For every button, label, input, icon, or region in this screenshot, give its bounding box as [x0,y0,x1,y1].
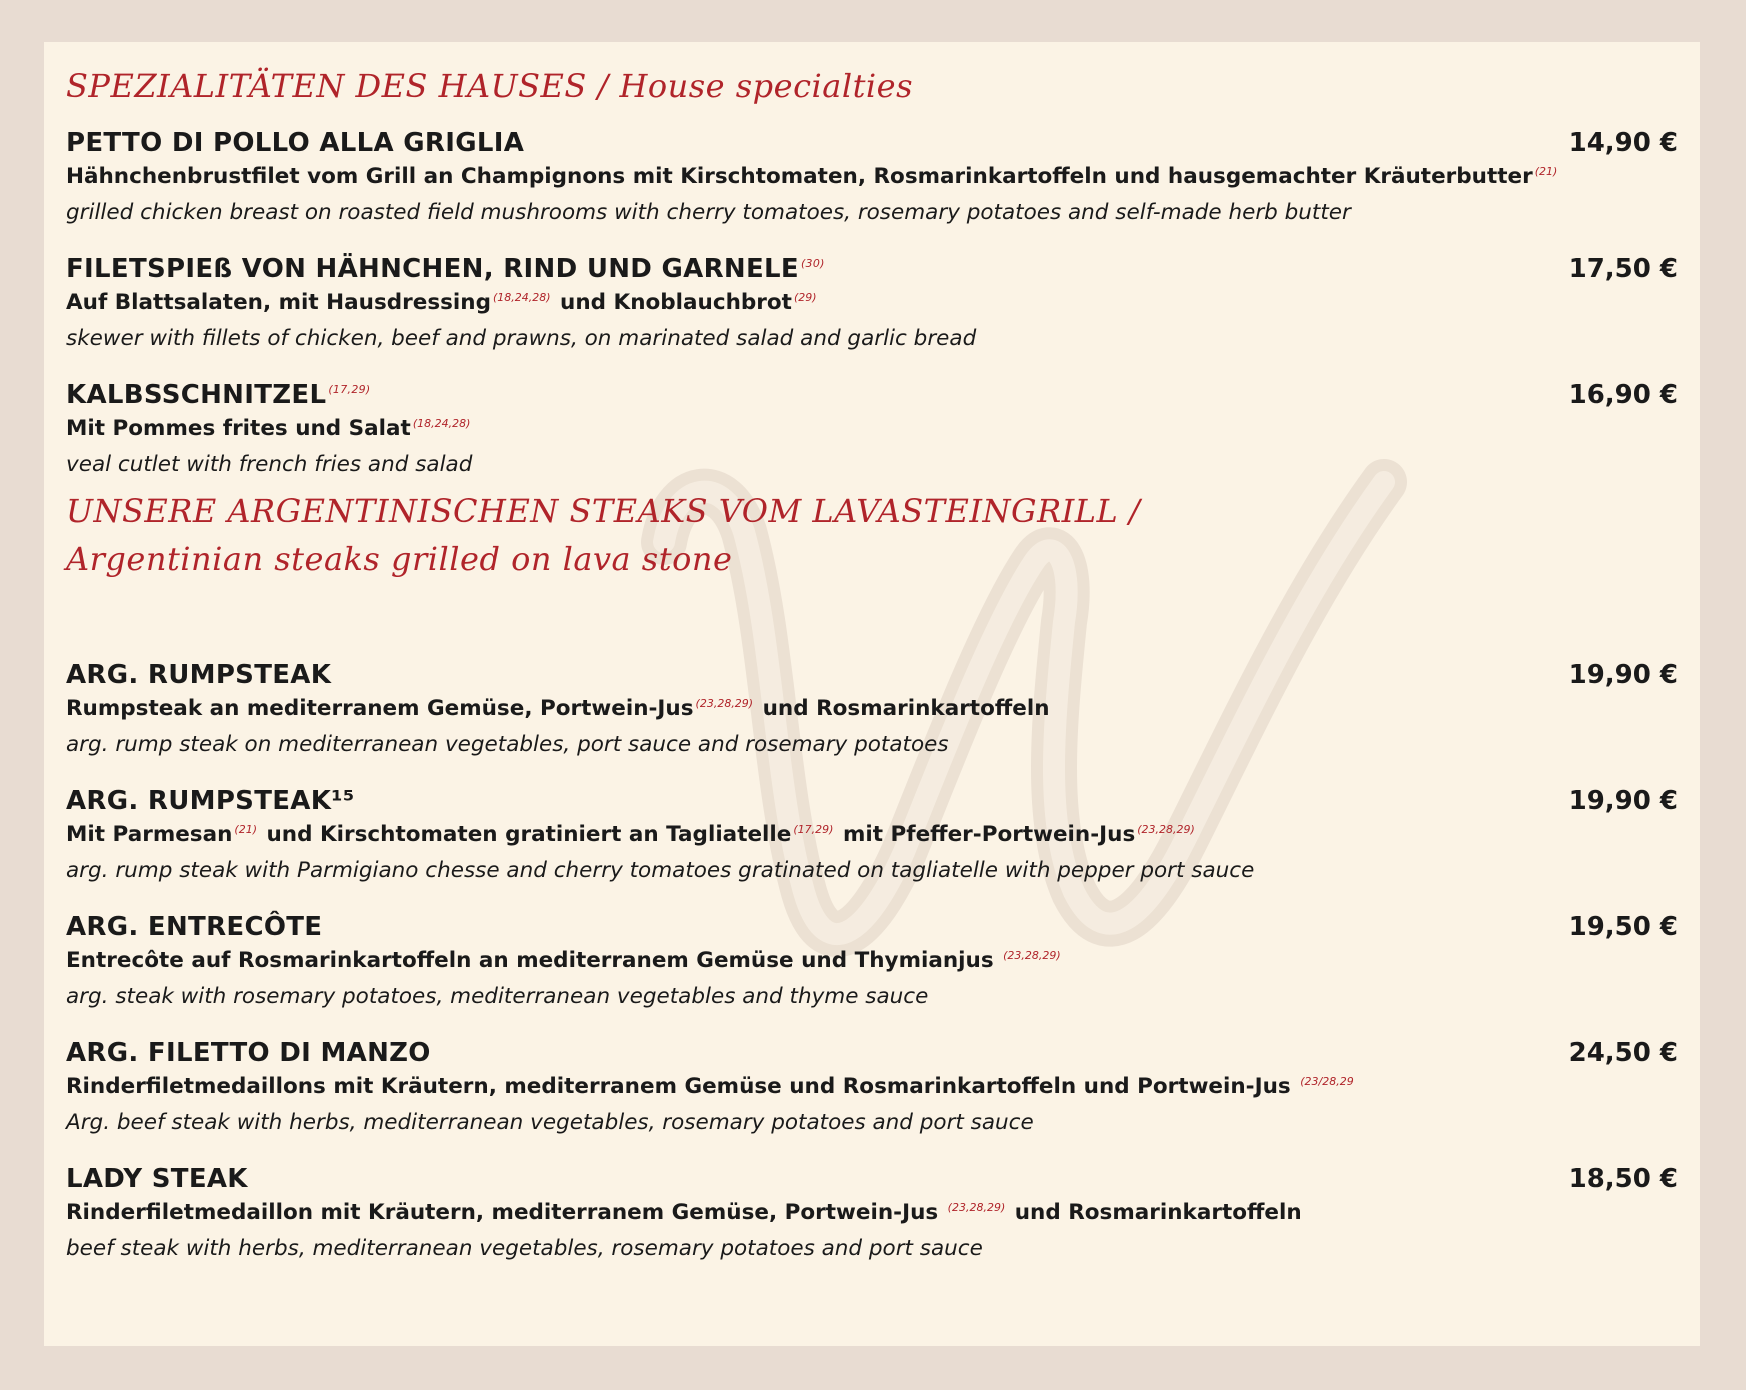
menu-item [66,254,1678,374]
item-description-english: skewer with fillets of chicken, beef and prawns, on marinated salad and garlic bread [66,326,977,351]
allergen-note: (18,24,28) [412,416,471,430]
description-text: Entrecôte auf Rosmarinkartoffeln an mediterranem Gemüse und Thymianjus [66,948,1002,973]
item-name-text: KALBSSCHNITZEL [66,380,327,410]
allergen-note: (23,28,29) [695,696,754,710]
item-name [66,1164,248,1194]
menu-item [66,660,1678,780]
item-name [66,660,331,690]
description-text: Rumpsteak an mediterranem Gemüse, Portwein-Jus [66,696,694,721]
allergen-note: (17,29) [328,383,371,397]
section-title [66,62,913,110]
item-description-german [66,696,1050,721]
item-name-text: ARG. RUMPSTEAK [66,660,332,690]
allergen-note: (30) [800,257,825,271]
item-price: 19,90 € [1568,786,1678,816]
item-price: 19,90 € [1568,660,1678,690]
item-description-english: arg. rump steak on mediterranean vegetables, port sauce and rosemary potatoes [66,732,949,757]
item-name-text: LADY STEAK [66,1164,248,1194]
menu-item [66,380,1678,500]
menu-item [66,1164,1678,1284]
allergen-note: (23/28,29 [1300,1074,1354,1088]
description-text: und Rosmarinkartoffeln [1007,1200,1302,1225]
menu-item [66,1038,1678,1158]
menu-item [66,912,1678,1032]
item-name-text: FILETSPIEß VON HÄHNCHEN, RIND UND GARNELE [66,254,799,284]
item-name-text: ARG. ENTRECÔTE [66,912,323,942]
item-price: 19,50 € [1568,912,1678,942]
item-name [66,912,322,942]
section-title [66,487,1140,583]
item-description-english: veal cutlet with french fries and salad [66,452,473,477]
description-text: Rinderfiletmedaillons mit Kräutern, mediterranem Gemüse und Rosmarinkartoffeln und Portwein-Jus [66,1074,1299,1099]
item-name [66,128,524,158]
item-description-english: arg. rump steak with Parmigiano chesse and cherry tomatoes gratinated on tagliatelle with pepper port sauce [66,858,1255,883]
description-text: Hähnchenbrustfilet vom Grill an Champignons mit Kirschtomaten, Rosmarinkartoffeln und hausgemachter Kräuterbutter [66,164,1533,189]
menu-item [66,128,1678,248]
allergen-note: (21) [234,822,258,836]
item-name-text: ARG. FILETTO DI MANZO [66,1038,431,1068]
item-description-english: grilled chicken breast on roasted field mushrooms with cherry tomatoes, rosemary potatoes and self-made herb butter [66,200,1351,225]
allergen-note: (21) [1534,164,1558,178]
item-description-german [66,290,819,315]
description-text: und Kirschtomaten gratiniert an Tagliatelle [259,822,792,847]
item-description-german [66,1074,1356,1099]
section-title-line: Argentinian steaks grilled on lava stone [66,540,733,578]
item-price: 17,50 € [1568,254,1678,284]
item-name [66,786,355,816]
item-name-text: PETTO DI POLLO ALLA GRIGLIA [66,128,525,158]
description-text: Auf Blattsalaten, mit Hausdressing [66,290,491,315]
allergen-note: (23,28,29) [947,1200,1006,1214]
allergen-note: (29) [793,290,817,304]
item-name [66,380,373,410]
section-title-line: UNSERE ARGENTINISCHEN STEAKS VOM LAVASTEINGRILL / [66,492,1141,530]
item-name [66,254,827,284]
allergen-note: (18,24,28) [492,290,551,304]
menu-card [44,42,1700,1346]
item-name-text: ARG. RUMPSTEAK¹⁵ [66,786,355,816]
description-text: Mit Pommes frites und Salat [66,416,411,441]
item-price: 18,50 € [1568,1164,1678,1194]
description-text: und Knoblauchbrot [552,290,792,315]
item-description-english: Arg. beef steak with herbs, mediterranean vegetables, rosemary potatoes and port sauce [66,1110,1034,1135]
item-description-english: beef steak with herbs, mediterranean vegetables, rosemary potatoes and port sauce [66,1236,983,1261]
item-name [66,1038,431,1068]
item-description-german [66,164,1559,189]
item-price: 14,90 € [1568,128,1678,158]
item-description-german [66,1200,1302,1225]
item-description-english: arg. steak with rosemary potatoes, mediterranean vegetables and thyme sauce [66,984,929,1009]
item-description-german [66,416,472,441]
allergen-note: (23,28,29) [1003,948,1061,962]
description-text: Mit Parmesan [66,822,233,847]
item-description-german [66,948,1063,973]
description-text: Rinderfiletmedaillon mit Kräutern, mediterranem Gemüse, Portwein-Jus [66,1200,946,1225]
menu-item [66,786,1678,906]
description-text: und Rosmarinkartoffeln [755,696,1050,721]
allergen-note: (17,29) [793,822,834,836]
item-price: 16,90 € [1568,380,1678,410]
item-description-german [66,822,1197,847]
allergen-note: (23,28,29) [1137,822,1195,836]
description-text: mit Pfeffer-Portwein-Jus [835,822,1136,847]
section-title-line: SPEZIALITÄTEN DES HAUSES / House specialties [66,67,914,105]
item-price: 24,50 € [1568,1038,1678,1068]
